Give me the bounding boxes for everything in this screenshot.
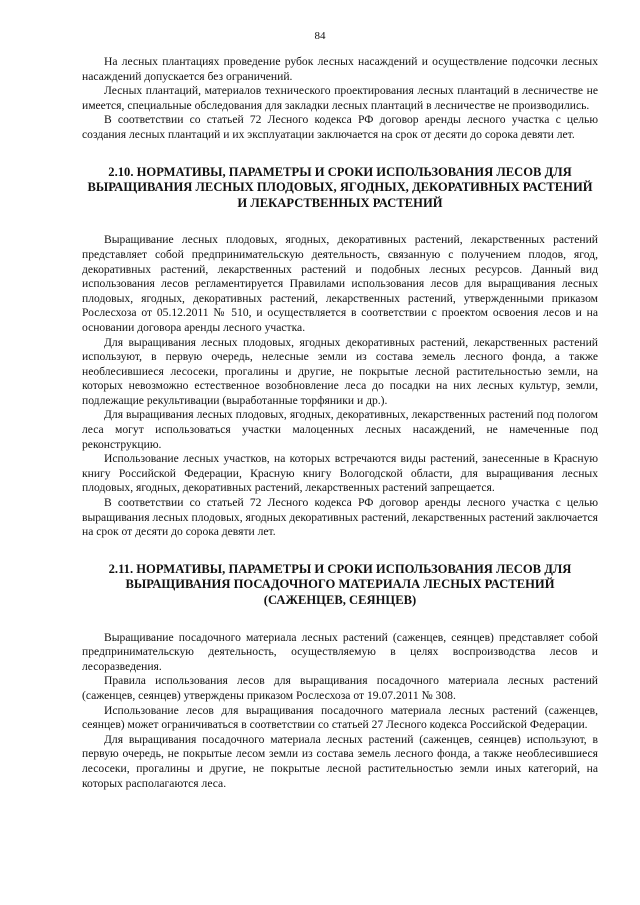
intro-paragraph: В соответствии со статьей 72 Лесного кодекса РФ договор аренды лесного участка с целью создания лесных плантаций и их эксплуатации заключается на срок от десяти до сорока девяти лет. — [82, 113, 598, 141]
section-2-10-paragraph: Для выращивания лесных плодовых, ягодных декоративных растений, лекарственных растений используют, в первую очередь, нелесные земли из состава земель лесного фонда, а также необлесившиеся лесосеки, прогалины и другие, не покрытые лесной растительностью земли, на которых невозможно естественное возобновление леса до посадки на них лесных культур, земли, подлежащие рекультивации (выработанные торфяники и др.). — [82, 335, 598, 407]
section-2-10-paragraph: Для выращивания лесных плодовых, ягодных, декоративных, лекарственных растений под пологом леса могут использоваться участки малоценных лесных насаждений, не намеченные под реконструкцию. — [82, 408, 598, 451]
page-content — [82, 55, 598, 791]
section-2-10-paragraph: В соответствии со статьей 72 Лесного кодекса РФ договор аренды лесного участка с целью выращивания лесных плодовых, ягодных декоративных растений, лекарственных растений заключается на срок от десяти до сорока девяти лет. — [82, 496, 599, 539]
section-2-11-paragraph: Использование лесов для выращивания посадочного материала лесных растений (саженцев, сеянцев) может ограничиваться в соответствии со статьей 27 Лесного кодекса Российской Федерации. — [82, 703, 598, 732]
section-2-11-heading: 2.11. НОРМАТИВЫ, ПАРАМЕТРЫ И СРОКИ ИСПОЛЬЗОВАНИЯ ЛЕСОВ ДЛЯ ВЫРАЩИВАНИЯ ПОСАДОЧНОГО МАТЕРИАЛА ЛЕСНЫХ РАСТЕНИЙ (САЖЕНЦЕВ, СЕЯНЦЕВ) — [108, 561, 572, 607]
section-2-10-paragraph: Использование лесных участков, на которых встречаются виды растений, занесенные в Красную книгу Российской Федерации, Красную книгу Вологодской области, для выращивания лесных плодовых, ягодных, декоративных растений, лекарственных растений запрещается. — [82, 452, 598, 495]
intro-paragraph: На лесных плантациях проведение рубок лесных насаждений и осуществление подсочки лесных насаждений допускается без ограничений. — [82, 55, 598, 83]
section-2-11-paragraph: Выращивание посадочного материала лесных растений (саженцев, сеянцев) представляет собой предпринимательскую деятельность, осуществляемую в целях воспроизводства лесов и лесоразведения. — [82, 630, 598, 673]
section-2-10-heading: 2.10. НОРМАТИВЫ, ПАРАМЕТРЫ И СРОКИ ИСПОЛЬЗОВАНИЯ ЛЕСОВ ДЛЯ ВЫРАЩИВАНИЯ ЛЕСНЫХ ПЛОДОВЫХ, ЯГОДНЫХ, ДЕКОРАТИВНЫХ РАСТЕНИЙ И ЛЕКАРСТВЕННЫХ РАСТЕНИЙ — [87, 164, 593, 210]
intro-paragraph: Лесных плантаций, материалов технического проектирования лесных плантаций в лесничестве не имеется, специальные обследования для закладки лесных плантаций в лесничестве не производились. — [82, 84, 598, 112]
section-2-11-paragraph: Для выращивания посадочного материала лесных растений (саженцев, сеянцев) используют, в первую очередь, не покрытые лесом земли из состава земель лесного фонда, а также необлесившиеся лесосеки, прогалины и другие, не покрытые лесной растительностью земли иных категорий, на которых располагаются леса. — [82, 732, 598, 790]
section-2-11-paragraph: Правила использования лесов для выращивания посадочного материала лесных растений (саженцев, сеянцев) утверждены приказом Рослесхоза от 19.07.2011 № 308. — [82, 674, 598, 702]
section-2-10-paragraph: Выращивание лесных плодовых, ягодных, декоративных растений, лекарственных растений представляет собой предпринимательскую деятельность, связанную с получением плодов, ягод, декоративных растений, лекарственных растений и подобных лесных ресурсов. Данный вид использования лесов регламентируется Правилами использования лесов для выращивания лесных плодовых, ягодных, декоративных растений, лекарственных растений, утвержденными приказом Рослесхоза от 05.12.2011 № 510, и осуществляется в соответствии с проектом освоения лесов и на основании договора аренды лесного участка. — [82, 233, 598, 334]
page-number: 84 — [314, 30, 326, 42]
